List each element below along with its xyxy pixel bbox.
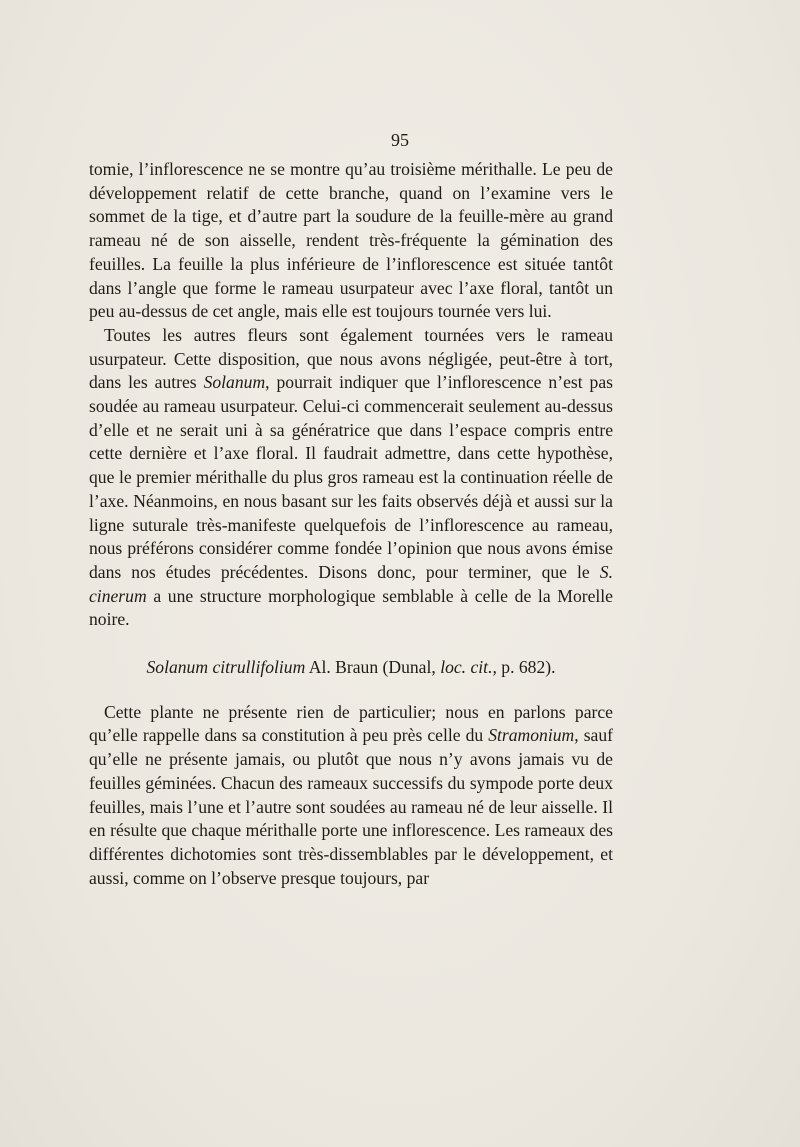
page-number: 95: [391, 130, 409, 150]
heading-page: , p. 682).: [492, 657, 556, 678]
paragraph-2: [89, 324, 613, 632]
paragraph-2-italic-a: Solanum: [203, 372, 266, 393]
section-heading: [89, 656, 613, 680]
paragraph-3: [89, 701, 613, 891]
paragraph-2-italic-b: S. cinerum: [89, 561, 613, 606]
paragraph-3-italic-a: Stramonium: [488, 725, 575, 746]
paragraph-3-part-a: Cette plante ne présente rien de particulier; nous en parlons parce qu’elle rappelle dans sa constitution à peu près celle du: [89, 701, 613, 746]
paragraph-1: tomie, l’inflorescence ne se montre qu’au troisième mérithalle. Le peu de développement relatif de cette branche, quand on l’examine vers le sommet de la tige, et d’autre part la soudure de la feuille-mère au grand rameau né de son aisselle, rendent très-fréquente la gémination des feuilles. La feuille la plus inférieure de l’inflorescence est située tantôt dans l’angle que forme le rameau usurpateur avec l’axe floral, tantôt un peu au-dessus de cet angle, mais elle est toujours tournée vers lui.: [89, 159, 613, 322]
heading-loc: loc. cit.: [440, 657, 493, 678]
paragraph-2-part-c: a une structure morphologique semblable à celle de la Morelle noire.: [89, 585, 613, 630]
paragraph-2-part-b: , pourrait indiquer que l’inflorescence n’est pas soudée au rameau usurpateur. Celui-ci commencerait seulement au-dessus d’elle et ne serait uni à sa génératrice que dans l’espace compris entre cette dernière et l’axe floral. Il faudrait admettre, dans cette hypothèse, que le premier mérithalle du plus gros rameau est la continuation réelle de l’axe. Néanmoins, en nous basant sur les faits observés déjà et aussi sur la ligne suturale très-manifeste quelquefois de l’inflorescence au rameau, nous préférons considérer comme fondée l’opinion que nous avons émise dans nos études précédentes. Disons donc, pour terminer, que le: [89, 372, 613, 582]
body-text: [89, 158, 613, 890]
heading-author: Al. Braun (Dunal,: [305, 657, 441, 678]
heading-species: Solanum citrullifolium: [146, 657, 306, 678]
paragraph-3-part-b: , sauf qu’elle ne présente jamais, ou plutôt que nous n’y avons jamais vu de feuilles géminées. Chacun des rameaux successifs du sympode porte deux feuilles, mais l’une et l’autre sont soudées au rameau né de leur aisselle. Il en résulte que chaque mérithalle porte une inflorescence. Les rameaux des différentes dichotomies sont très-dissemblables par le développement, et aussi, comme on l’observe presque toujours, par: [89, 725, 614, 888]
paragraph-2-part-a: Toutes les autres fleurs sont également tournées vers le rameau usurpateur. Cette disposition, que nous avons négligée, peut-être à tort, dans les autres: [89, 324, 613, 393]
